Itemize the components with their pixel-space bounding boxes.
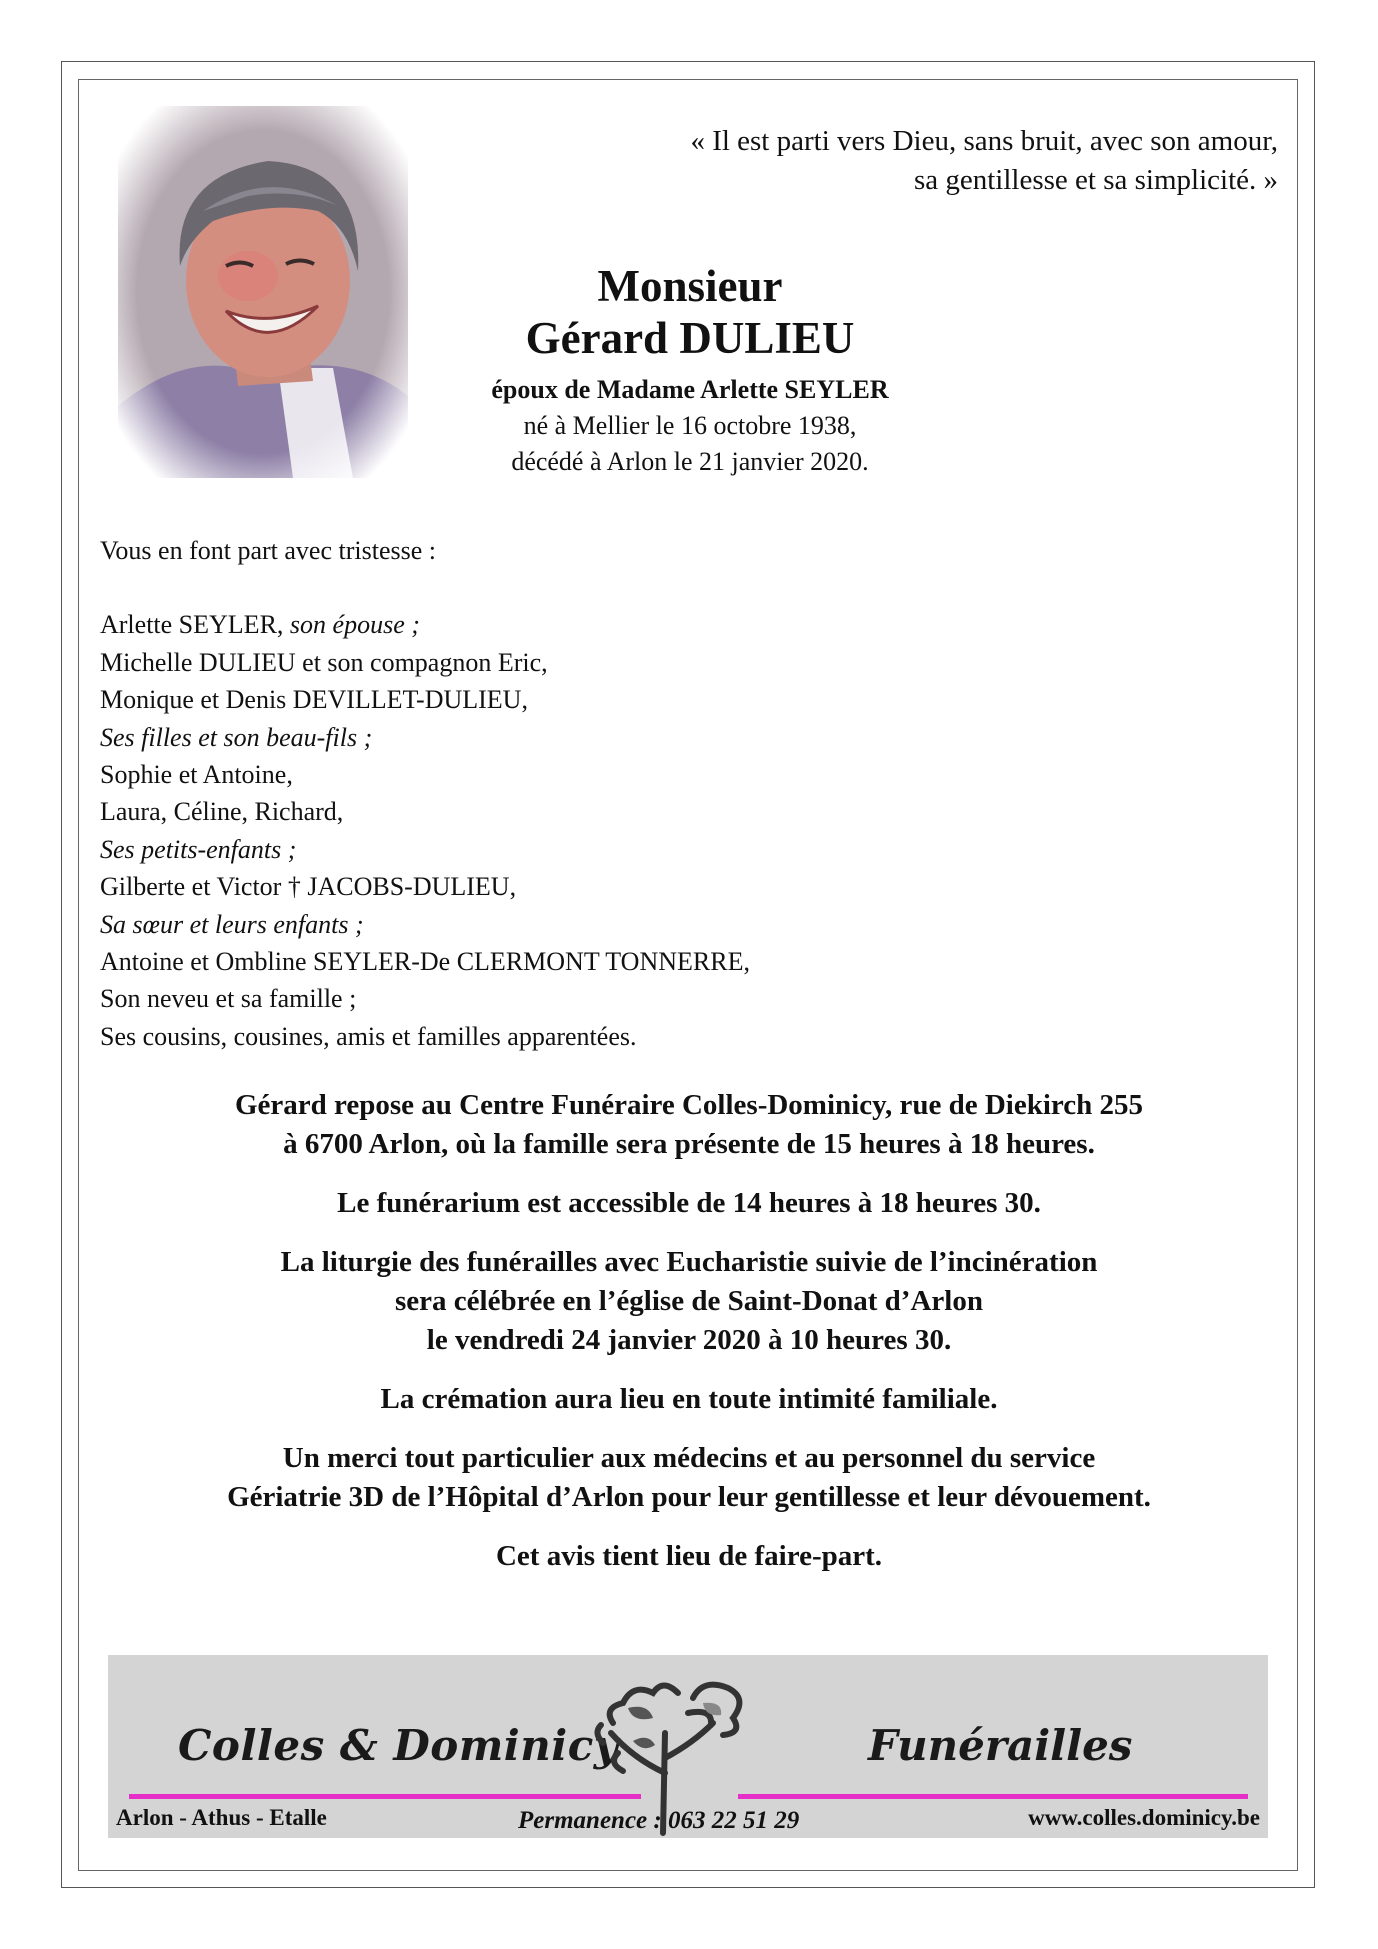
- family-intro: Vous en font part avec tristesse :: [100, 536, 436, 565]
- spouse-relation: son épouse ;: [289, 610, 420, 640]
- liturgy-notice: [100, 1243, 1278, 1360]
- family-line: Monique et Denis DEVILLET-DULIEU,: [100, 685, 528, 715]
- liturgy-line-3: le vendredi 24 janvier 2020 à 10 heures 30.: [426, 1324, 952, 1356]
- repose-notice: [100, 1086, 1278, 1164]
- deceased-name: Gérard DULIEU: [525, 313, 855, 363]
- family-line: Gilberte et Victor † JACOBS-DULIEU,: [100, 872, 517, 902]
- thanks-line-2: Gériatrie 3D de l’Hôpital d’Arlon pour leur gentillesse et leur dévouement.: [227, 1481, 1151, 1513]
- funeral-home-banner: [108, 1655, 1268, 1838]
- liturgy-line-2: sera célébrée en l’église de Saint-Donat d’Arlon: [395, 1285, 983, 1317]
- cremation-notice: La crémation aura lieu en toute intimité familiale.: [380, 1383, 998, 1415]
- closing-notice: Cet avis tient lieu de faire-part.: [495, 1540, 883, 1572]
- family-line: Sophie et Antoine,: [100, 760, 293, 790]
- brand-tagline: Funérailles: [868, 1721, 1133, 1770]
- family-line: Antoine et Ombline SEYLER-De CLERMONT TONNERRE,: [100, 947, 750, 977]
- permanence-phone: Permanence : 063 22 51 29: [518, 1807, 800, 1834]
- website: www.colles.dominicy.be: [1028, 1805, 1260, 1830]
- accent-line-right: [738, 1794, 1248, 1799]
- family-line: Ses petits-enfants ;: [100, 834, 297, 864]
- locations: Arlon - Athus - Etalle: [116, 1805, 327, 1830]
- family-list: [100, 532, 1200, 1055]
- spouse-name: Arlette SEYLER,: [100, 610, 284, 640]
- brand-name: Colles & Dominicy: [178, 1721, 619, 1770]
- spouse-line: époux de Madame Arlette SEYLER: [491, 375, 889, 404]
- family-line: Laura, Céline, Richard,: [100, 797, 344, 827]
- funeral-notices: [100, 1086, 1278, 1596]
- accent-line-left: [129, 1794, 641, 1799]
- family-line: Sa sœur et leurs enfants ;: [100, 909, 364, 939]
- thanks-line-1: Un merci tout particulier aux médecins et au personnel du service: [282, 1442, 1096, 1474]
- repose-line-2: à 6700 Arlon, où la famille sera présente de 15 heures à 18 heures.: [283, 1128, 1095, 1160]
- family-line: Son neveu et sa famille ;: [100, 984, 357, 1014]
- family-line-spouse: [100, 606, 1200, 643]
- portrait-photo: [118, 106, 408, 478]
- death-info: décédé à Arlon le 21 janvier 2020.: [511, 447, 869, 476]
- funerarium-notice: Le funérarium est accessible de 14 heures à 18 heures 30.: [337, 1187, 1041, 1219]
- honorific: Monsieur: [597, 261, 783, 311]
- portrait-illustration: [118, 106, 408, 478]
- family-line: Ses filles et son beau-fils ;: [100, 722, 373, 752]
- family-line: Ses cousins, cousines, amis et familles apparentées.: [100, 1021, 637, 1051]
- family-line: Michelle DULIEU et son compagnon Eric,: [100, 647, 548, 677]
- quote-line-2: sa gentillesse et sa simplicité. »: [913, 164, 1278, 196]
- family-lines: [100, 644, 1200, 1055]
- epitaph-quote: [478, 122, 1278, 200]
- thanks-notice: [100, 1439, 1278, 1517]
- repose-line-1: Gérard repose au Centre Funéraire Colles-Dominicy, rue de Diekirch 255: [234, 1089, 1143, 1121]
- quote-line-1: « Il est parti vers Dieu, sans bruit, avec son amour,: [690, 125, 1278, 157]
- birth-info: né à Mellier le 16 octobre 1938,: [523, 411, 857, 440]
- deceased-block: [400, 260, 980, 480]
- liturgy-line-1: La liturgie des funérailles avec Eucharistie suivie de l’incinération: [280, 1246, 1098, 1278]
